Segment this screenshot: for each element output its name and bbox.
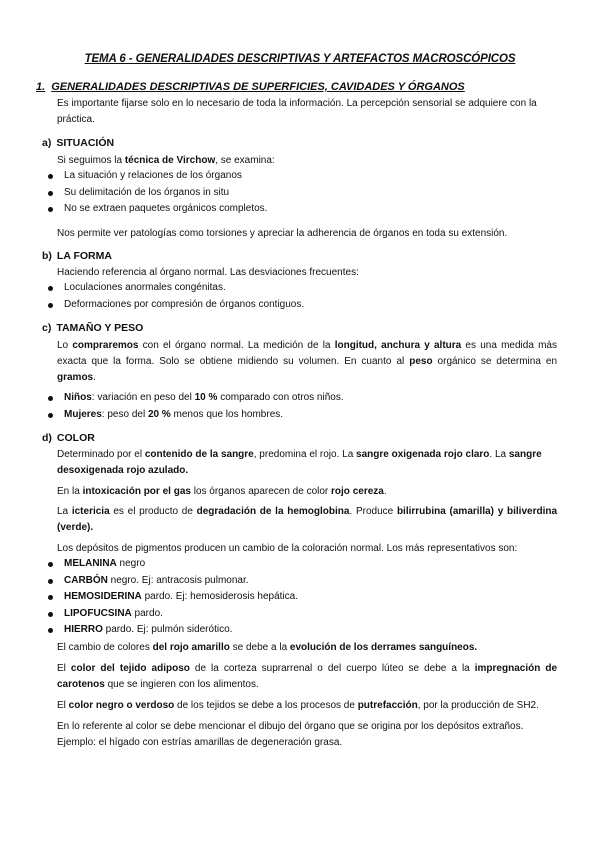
bold-text: rojo cereza (331, 486, 384, 497)
text: En la (57, 486, 83, 497)
bold-text: Mujeres (64, 408, 102, 420)
bold-text: peso (409, 356, 433, 367)
list-item (46, 589, 298, 606)
color-paragraph-ictericia (57, 504, 557, 536)
text: negro (116, 558, 146, 569)
text: El (57, 663, 71, 674)
list-item: Deformaciones por compresión de órganos contiguos. (46, 297, 304, 314)
bold-text: intoxicación por el gas (82, 486, 191, 497)
bold-text: LIPOFUCSINA (64, 607, 132, 619)
text: pardo. (131, 607, 163, 619)
bold-text: MELANINA (64, 558, 117, 569)
bold-text: técnica de Virchow (124, 155, 216, 166)
color-paragraph-derrames (57, 640, 557, 656)
forma-lead: Haciendo referencia al órgano normal. Las desviaciones frecuentes: (57, 267, 359, 278)
text: orgánico se determina en (432, 356, 558, 367)
text: pardo. Ej: hemosiderosis hepática. (141, 591, 298, 603)
bold-text: Niños (64, 392, 92, 403)
color-paragraph-dibujo: En lo referente al color se debe mencionar el dibujo del órgano que se origina por los depósitos extraños. Ejemplo: el hígado con estrías amarillas de degeneración grasa. (57, 721, 524, 748)
bold-text: HIERRO (64, 624, 103, 636)
forma-bullet-list (46, 280, 304, 313)
color-paragraph-putrefaccion (57, 698, 557, 714)
text: El (57, 700, 69, 711)
situacion-bullet-list (46, 168, 267, 218)
text: comparado con otros niños. (217, 392, 344, 403)
list-item (46, 407, 344, 424)
text: . (383, 486, 387, 497)
list-item (46, 606, 298, 623)
list-item: No se extraen paquetes orgánicos completos. (46, 201, 267, 218)
situacion-lead (57, 153, 557, 169)
text: es una medida más exacta que la forma. Solo se obtiene midiendo su volumen. En cuanto al (57, 340, 557, 367)
color-paragraph-gas (57, 484, 557, 500)
bold-text: color del tejido adiposo (70, 663, 190, 674)
color-paragraph-pigments: Los depósitos de pigmentos producen un cambio de la coloración normal. Los más representativos son: (57, 543, 518, 554)
subheading-text: TAMAÑO Y PESO (56, 322, 144, 334)
text: es el producto de (109, 506, 197, 517)
list-item: Loculaciones anormales congénitas. (46, 280, 304, 297)
bold-text: impregnación de carotenos (57, 663, 558, 690)
text: de la corteza suprarrenal o del cuerpo lúteo se debe a la (189, 663, 475, 674)
section-heading-text: GENERALIDADES DESCRIPTIVAS DE SUPERFICIES, CAVIDADES Y ÓRGANOS (51, 81, 465, 93)
color-paragraph-blood (57, 447, 557, 479)
section-number: 1. (36, 81, 46, 93)
subheading-letter: b) (42, 250, 52, 262)
subheading-letter: c) (42, 322, 52, 334)
text: : variación en peso del (91, 392, 195, 403)
text: menos que los hombres. (170, 408, 284, 420)
text: negro. Ej: antracosis pulmonar. (107, 574, 249, 586)
text: . Produce (349, 506, 397, 517)
bold-text: 10 % (194, 392, 218, 403)
bold-text: gramos (57, 372, 94, 383)
bold-text: putrefacción (357, 700, 418, 711)
list-item: Su delimitación de los órganos in situ (46, 185, 267, 202)
text: que se ingieren con los alimentos. (104, 679, 259, 690)
bold-text: longitud, anchura y altura (334, 340, 462, 351)
bold-text: ictericia (71, 506, 110, 517)
text: Lo (57, 340, 73, 351)
list-item: La situación y relaciones de los órganos (46, 168, 267, 185)
bold-text: sangre desoxigenada rojo azulado. (57, 449, 542, 476)
list-item (46, 573, 298, 590)
bold-text: contenido de la sangre (144, 449, 254, 460)
text: . La (489, 449, 509, 460)
text: , predomina el rojo. La (253, 449, 357, 460)
subheading-letter: d) (42, 432, 52, 444)
text: de los tejidos se debe a los procesos de (174, 700, 358, 711)
bold-text: CARBÓN (64, 574, 108, 586)
text: se debe a la (229, 642, 290, 653)
list-item (46, 556, 298, 573)
subheading-text: COLOR (56, 432, 95, 444)
bold-text: degradación de la hemoglobina (196, 506, 350, 517)
bold-text: del rojo amarillo (152, 642, 230, 653)
text: pardo. Ej: pulmón siderótico. (102, 624, 233, 636)
subheading-text: SITUACIÓN (56, 137, 115, 149)
text: , por la producción de SH2. (417, 700, 539, 711)
list-item (46, 390, 344, 407)
subheading-forma (42, 250, 112, 262)
tamano-paragraph (57, 338, 557, 386)
tamano-bullet-list (46, 390, 344, 423)
text: Si seguimos la (57, 155, 125, 166)
bold-text: 20 % (147, 408, 171, 420)
text: los órganos aparecen de color (190, 486, 332, 497)
text: La (57, 506, 72, 517)
subheading-letter: a) (42, 137, 52, 149)
bold-text: sangre oxigenada rojo claro (356, 449, 490, 460)
page-title: TEMA 6 - GENERALIDADES DESCRIPTIVAS Y ARTEFACTOS MACROSCÓPICOS (84, 53, 516, 65)
bold-text: evolución de los derrames sanguíneos. (289, 642, 478, 653)
bold-text: bilirrubina (amarilla) y biliverdina (verde). (57, 506, 558, 533)
text: El cambio de colores (57, 642, 153, 653)
bold-text: HEMOSIDERINA (64, 591, 142, 603)
list-item (46, 622, 298, 639)
subheading-text: LA FORMA (56, 250, 112, 262)
text: : peso del (101, 408, 148, 420)
text: Determinado por el (57, 449, 145, 460)
situacion-note: Nos permite ver patologías como torsiones y apreciar la adherencia de órganos en toda su extensión. (57, 228, 508, 239)
section-heading (36, 81, 465, 93)
subheading-situacion (42, 137, 114, 149)
color-paragraph-adiposo (57, 661, 557, 693)
bold-text: compraremos (72, 340, 139, 351)
pigment-bullet-list (46, 556, 298, 639)
text: con el órgano normal. La medición de la (138, 340, 335, 351)
text: . (93, 372, 96, 383)
subheading-tamano (42, 322, 143, 334)
text: , se examina: (215, 155, 275, 166)
bold-text: color negro o verdoso (68, 700, 175, 711)
subheading-color (42, 432, 95, 444)
section-intro: Es importante fijarse solo en lo necesario de toda la información. La percepción sensorial se adquiere con la práctica. (57, 98, 537, 125)
